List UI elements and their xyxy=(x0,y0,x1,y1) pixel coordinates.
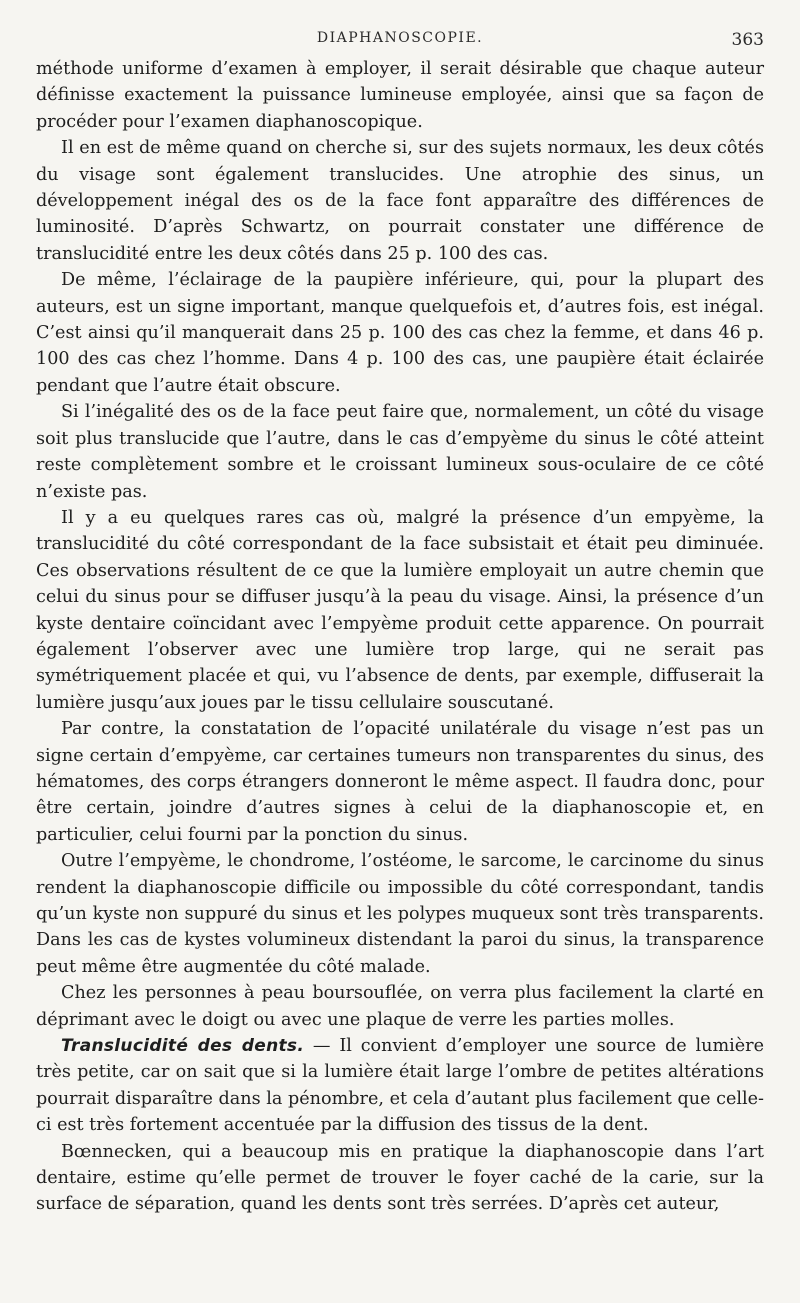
paragraph: Par contre, la constatation de l’opacité unilatérale du visage n’est pas un signe certain d’empyème, car certaines tumeurs non transparentes du sinus, des hématomes, des corps étrangers donneront le même aspect. Il faudra donc, pour être certain, joindre d’autres signes à celui de la diaphanoscopie et, en particulier, celui fourni par la ponction du sinus. xyxy=(36,719,764,845)
running-title: DIAPHANOSCOPIE. xyxy=(316,30,484,46)
paragraph: Il y a eu quelques rares cas où, malgré la présence d’un empyème, la translucidité du côté correspondant de la face subsistait et était peu diminuée. Ces observations résultent de ce que la lumière employait un autre chemin que celui du sinus pour se diffuser jusqu’à la peau du visage. Ainsi, la présence d’un kyste dentaire coïncidant avec l’empyème produit cette apparence. On pourrait également l’observer avec une lumière trop large, qui ne serait pas symétriquement placée et qui, vu l’absence de dents, par exemple, diffuserait la lumière jusqu’aux joues par le tissu cellulaire souscutané. xyxy=(36,507,764,713)
page-header xyxy=(36,22,764,56)
paragraph: Bœnnecken, qui a beaucoup mis en pratique la diaphanoscopie dans l’art dentaire, estime qu’elle permet de trouver le foyer caché de la carie, sur la surface de séparation, quand les dents sont très serrées. D’après cet auteur, xyxy=(36,1141,764,1215)
section-text: — Il convient d’employer une source de lumière très petite, car on sait que si la lumière était large l’ombre de petites altérations pourrait disparaître dans la pénombre, et cela d’autant plus facilement que celle-ci est très fortement accentuée par la diffusion des tissus de la dent. xyxy=(36,1036,764,1136)
section-title: Translucidité des dents. xyxy=(61,1036,305,1057)
paragraph: Il en est de même quand on cherche si, sur des sujets normaux, les deux côtés du visage sont également translucides. Une atrophie des sinus, un développement inégal des os de la face font apparaître des différences de luminosité. D’après Schwartz, on pourrait constater une différence de translucidité entre les deux côtés dans 25 p. 100 des cas. xyxy=(36,138,764,264)
paragraph: Chez les personnes à peau boursouflée, on verra plus facilement la clarté en déprimant avec le doigt ou avec une plaque de verre les parties molles. xyxy=(36,983,764,1030)
paragraph: De même, l’éclairage de la paupière inférieure, qui, pour la plupart des auteurs, est un signe important, manque quelquefois et, d’autres fois, est inégal. C’est ainsi qu’il manquerait dans 25 p. 100 des cas chez la femme, et dans 46 p. 100 des cas chez l’homme. Dans 4 p. 100 des cas, une paupière était éclairée pendant que l’autre était obscure. xyxy=(36,270,764,396)
paragraph: méthode uniforme d’examen à employer, il serait désirable que chaque auteur définisse exactement la puissance lumineuse employée, ainsi que sa façon de procéder pour l’examen diaphanoscopique. xyxy=(36,59,764,132)
paragraph: Outre l’empyème, le chondrome, l’ostéome, le sarcome, le carcinome du sinus rendent la diaphanoscopie difficile ou impossible du côté correspondant, tandis qu’un kyste non suppuré du sinus et les polypes muqueux sont très transparents. Dans les cas de kystes volumineux distendant la paroi du sinus, la transparence peut même être augmentée du côté malade. xyxy=(36,851,764,977)
paragraph: Si l’inégalité des os de la face peut faire que, normalement, un côté du visage soit plus translucide que l’autre, dans le cas d’empyème du sinus le côté atteint reste complètement sombre et le croissant lumineux sous-oculaire de ce côté n’existe pas. xyxy=(36,402,764,502)
section-paragraph xyxy=(36,1033,764,1139)
body-text xyxy=(36,56,764,1218)
page-number: 363 xyxy=(731,30,764,50)
